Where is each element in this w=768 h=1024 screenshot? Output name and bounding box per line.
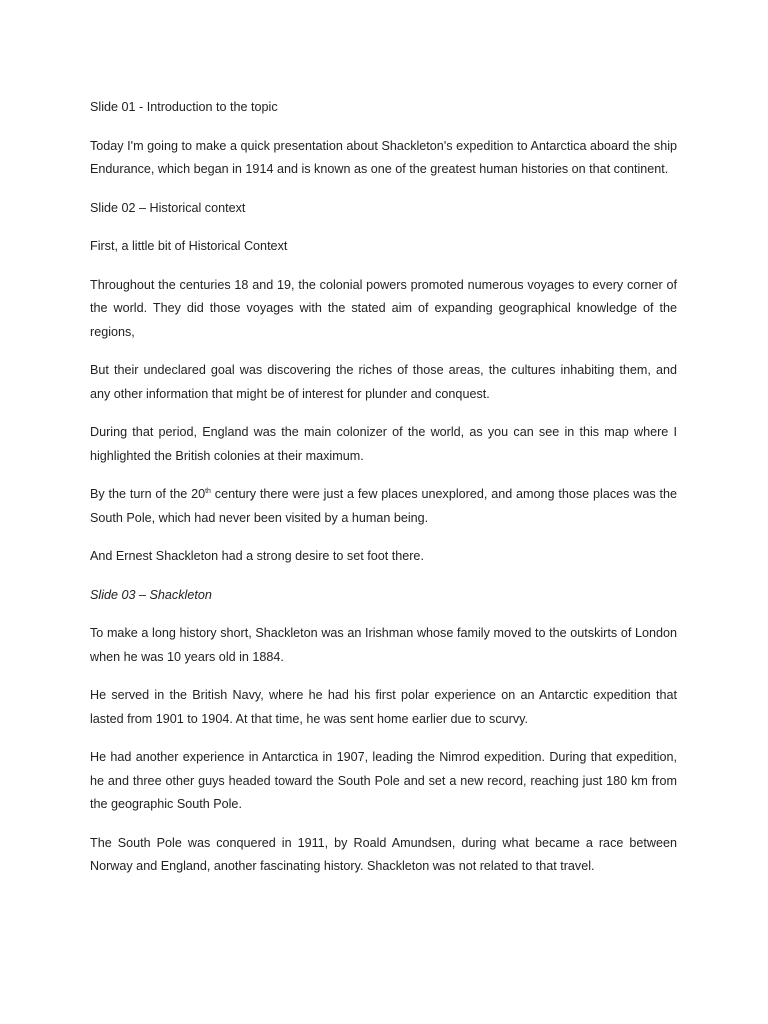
nimrod-expedition-paragraph: He had another experience in Antarctica in 1907, leading the Nimrod expedition. During that expedition, he and three other guys headed toward the South Pole and set a new record, reaching just 180 km from the geographic South Pole. bbox=[90, 750, 677, 811]
undeclared-goal-paragraph: But their undeclared goal was discovering the riches of those areas, the cultures inhabiting them, and any other information that might be of interest for plunder and conquest. bbox=[90, 363, 677, 401]
ordinal-superscript: th bbox=[205, 487, 211, 495]
colonial-voyages-paragraph: Throughout the centuries 18 and 19, the colonial powers promoted numerous voyages to every corner of the world. They did those voyages with the stated aim of expanding geographical knowledge of the regions, bbox=[90, 277, 677, 339]
south-pole-text-before: By the turn of the 20 bbox=[90, 487, 206, 501]
england-colonizer-paragraph: During that period, England was the main colonizer of the world, as you can see in this map where I highlighted the British colonies at their maximum. bbox=[90, 425, 677, 463]
british-navy-paragraph: He served in the British Navy, where he had his first polar experience on an Antarctic expedition that lasted from 1901 to 1904. At that time, he was sent home earlier due to scurvy. bbox=[90, 688, 677, 726]
south-pole-paragraph bbox=[90, 483, 677, 530]
intro-paragraph: Today I'm going to make a quick presentation about Shackleton's expedition to Antarctica aboard the ship Endurance, which began in 1914 and is known as one of the greatest human histories on that continent. bbox=[90, 138, 677, 176]
shackleton-desire-paragraph: And Ernest Shackleton had a strong desire to set foot there. bbox=[90, 549, 424, 563]
slide-03-heading: Slide 03 – Shackleton bbox=[90, 587, 212, 602]
south-pole-text-after: century there were just a few places unexplored, and among those places was the South Pole, which had never been visited by a human being. bbox=[90, 487, 678, 525]
context-intro-paragraph: First, a little bit of Historical Context bbox=[90, 239, 288, 253]
amundsen-paragraph: The South Pole was conquered in 1911, by Roald Amundsen, during what became a race between Norway and England, another fascinating history. Shackleton was not related to that travel. bbox=[90, 835, 677, 873]
slide-02-heading: Slide 02 – Historical context bbox=[90, 200, 246, 215]
document-page bbox=[90, 96, 677, 894]
shackleton-origin-paragraph: To make a long history short, Shackleton was an Irishman whose family moved to the outskirts of London when he was 10 years old in 1884. bbox=[90, 626, 677, 664]
slide-01-heading: Slide 01 - Introduction to the topic bbox=[90, 100, 278, 114]
